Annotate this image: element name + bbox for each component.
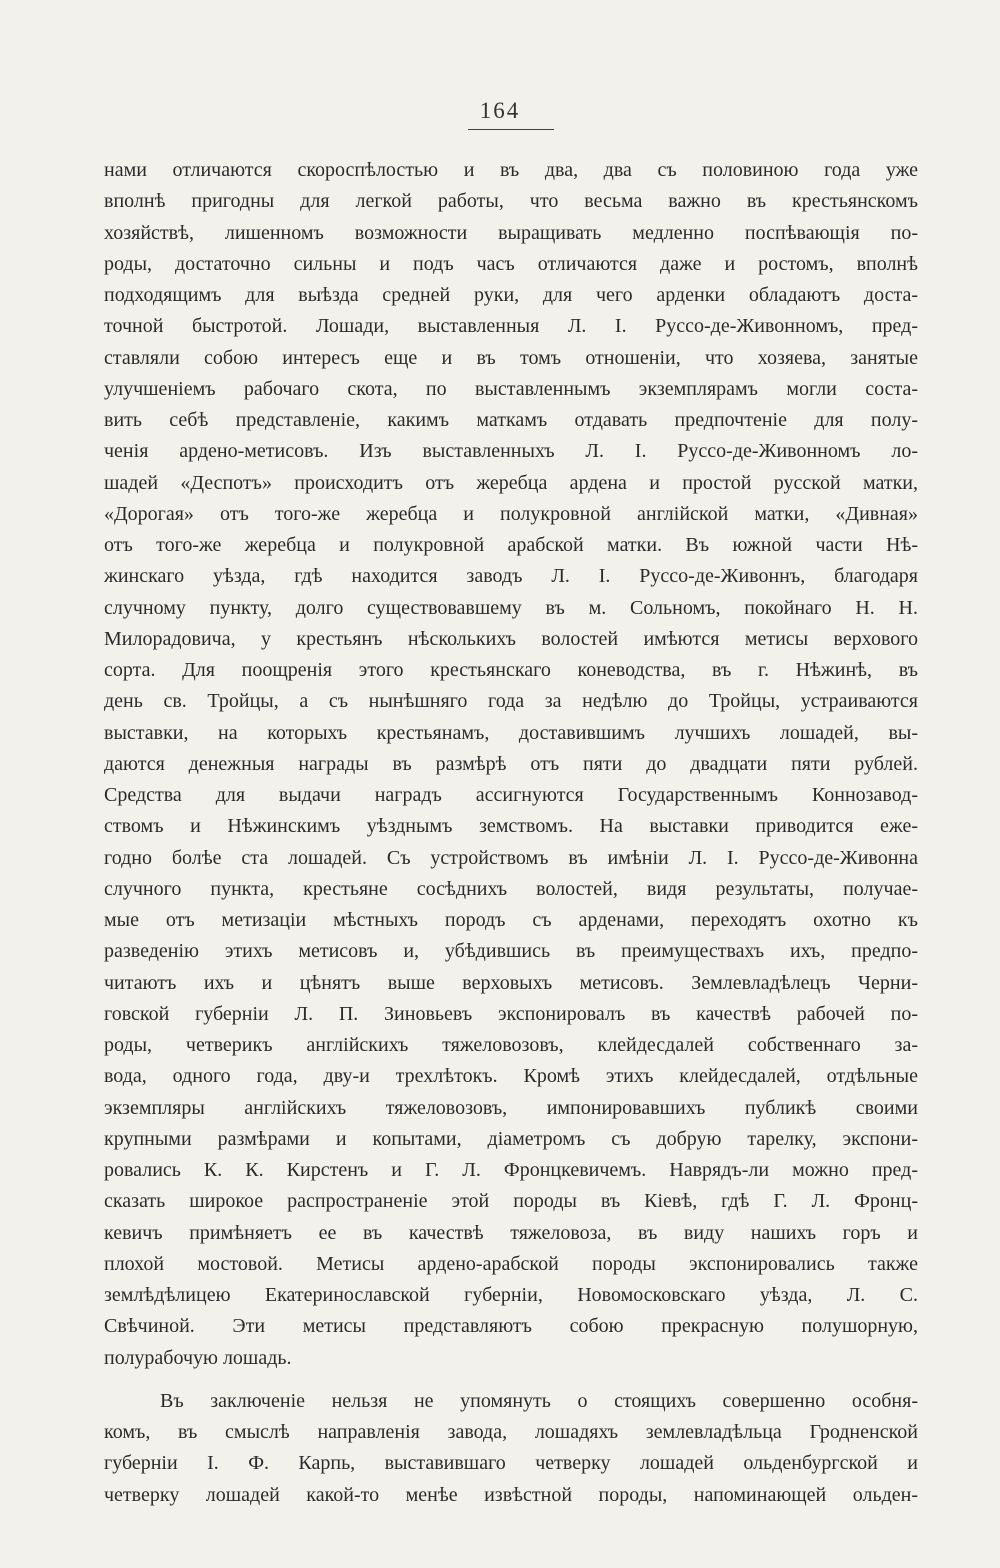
text-line: экземпляры англійскихъ тяжеловозовъ, импонировавшихъ публикѣ своими bbox=[104, 1096, 918, 1119]
text-line: ченія ардено-метисовъ. Изъ выставленныхъ Л. І. Руссо-де-Живонномъ ло- bbox=[104, 440, 918, 463]
text-line: землѣдѣлицею Екатеринославской губерніи, Новомосковскаго уѣзда, Л. С. bbox=[104, 1284, 918, 1306]
text-line: сказать широкое распространеніе этой породы въ Кіевѣ, гдѣ Г. Л. Фронц- bbox=[104, 1190, 918, 1213]
text-line: роды, четверикъ англійскихъ тяжеловозовъ, клейдесдалей собственнаго за- bbox=[104, 1034, 918, 1056]
text-line: вить себѣ представленіе, какимъ маткамъ отдавать предпочтеніе для полу- bbox=[104, 409, 918, 431]
text-line: Милорадовича, у крестьянъ нѣсколькихъ волостей имѣются метисы верхового bbox=[104, 627, 918, 650]
text-line: подходящимъ для выѣзда средней руки, для чего арденки обладаютъ доста- bbox=[104, 284, 918, 306]
page-number: 164 bbox=[479, 98, 521, 123]
paragraph bbox=[104, 1386, 918, 1511]
text-line: жинскаго уѣзда, гдѣ находится заводъ Л. І. Руссо-де-Живоннъ, благодаря bbox=[104, 565, 918, 588]
text-line: плохой мостовой. Метисы ардено-арабской породы экспонировались также bbox=[104, 1252, 918, 1275]
text-line: полурабочую лошадь. bbox=[104, 1346, 292, 1369]
text-line: комъ, въ смыслѣ направленія завода, лошадяхъ землевладѣльца Гродненской bbox=[104, 1421, 918, 1443]
paragraph-gap bbox=[104, 1374, 918, 1386]
text-line: шадей «Деспотъ» происходитъ отъ жеребца ардена и простой русской матки, bbox=[104, 471, 918, 494]
text-line: мые отъ метизаціи мѣстныхъ породъ съ арденами, переходятъ охотно къ bbox=[104, 909, 918, 931]
text-line: хозяйствѣ, лишенномъ возможности выращивать медленно поспѣвающія по- bbox=[104, 221, 918, 244]
text-line: «Дорогая» отъ того-же жеребца и полукровной англійской матки, «Дивная» bbox=[104, 502, 918, 525]
text-line: вода, одного года, дву-и трехлѣтокъ. Кромѣ этихъ клейдесдалей, отдѣльные bbox=[104, 1065, 918, 1088]
text-line: нами отличаются скороспѣлостью и въ два, два съ половиною года уже bbox=[104, 159, 918, 181]
text-line: день св. Тройцы, а съ нынѣшняго года за недѣлю до Тройцы, устраиваются bbox=[104, 690, 918, 713]
text-line: ствомъ и Нѣжинскимъ уѣзднымъ земствомъ. На выставки приводится еже- bbox=[104, 815, 918, 838]
text-line: читаютъ ихъ и цѣнятъ выше верховыхъ метисовъ. Землевладѣлецъ Черни- bbox=[104, 971, 918, 994]
text-line: Свѣчиной. Эти метисы представляютъ собою прекрасную полушорную, bbox=[104, 1315, 918, 1338]
page-number-rule bbox=[468, 129, 554, 130]
text-line: выставки, на которыхъ крестьянамъ, доставившимъ лучшихъ лошадей, вы- bbox=[104, 721, 918, 744]
text-line: улучшеніемъ рабочаго скота, по выставленнымъ экземплярамъ могли соста- bbox=[104, 377, 918, 400]
text-line: отъ того-же жеребца и полукровной арабской матки. Въ южной части Нѣ- bbox=[104, 534, 918, 556]
text-line: даются денежныя награды въ размѣрѣ отъ пяти до двадцати пяти рублей. bbox=[104, 752, 918, 775]
text-line: губерніи І. Ф. Карпь, выставившаго четверку лошадей ольденбургской и bbox=[104, 1452, 918, 1475]
text-line: кевичъ примѣняетъ ее въ качествѣ тяжеловоза, въ виду нашихъ горъ и bbox=[104, 1221, 918, 1244]
text-line: Въ заключеніе нельзя не упомянуть о стоящихъ совершенно особня- bbox=[160, 1389, 918, 1412]
text-line: сорта. Для поощренія этого крестьянскаго коневодства, въ г. Нѣжинѣ, въ bbox=[104, 659, 918, 681]
text-line: крупными размѣрами и копытами, діаметромъ съ добрую тарелку, экспони- bbox=[104, 1127, 918, 1150]
body-text bbox=[104, 155, 918, 1511]
text-line: ставляли собою интересъ еще и въ томъ отношеніи, что хозяева, занятые bbox=[104, 346, 918, 369]
text-line: четверку лошадей какой-то менѣе извѣстной породы, напоминающей ольден- bbox=[104, 1483, 918, 1506]
text-line: роды, достаточно сильны и подъ часъ отличаются даже и ростомъ, вполнѣ bbox=[104, 252, 918, 275]
text-line: случного пункта, крестьяне сосѣднихъ волостей, видя результаты, получае- bbox=[104, 877, 918, 900]
text-line: ровались К. К. Кирстенъ и Г. Л. Фронцкевичемъ. Наврядъ-ли можно пред- bbox=[104, 1159, 918, 1181]
text-line: говской губерніи Л. П. Зиновьевъ экспонировалъ въ качествѣ рабочей по- bbox=[104, 1002, 918, 1025]
paragraph bbox=[104, 155, 918, 1374]
text-line: вполнѣ пригодны для легкой работы, что весьма важно въ крестьянскомъ bbox=[104, 190, 918, 213]
text-line: Средства для выдачи наградъ ассигнуются Государственнымъ Коннозавод- bbox=[104, 784, 918, 806]
text-line: разведенію этихъ метисовъ и, убѣдившись въ преимуществахъ ихъ, предпо- bbox=[104, 940, 918, 963]
text-line: точной быстротой. Лошади, выставленныя Л. І. Руссо-де-Живонномъ, пред- bbox=[104, 315, 918, 338]
text-line: случному пункту, долго существовавшему въ м. Сольномъ, покойнаго Н. Н. bbox=[104, 596, 918, 619]
text-line: годно болѣе ста лошадей. Съ устройствомъ въ имѣніи Л. І. Руссо-де-Живонна bbox=[104, 846, 918, 869]
